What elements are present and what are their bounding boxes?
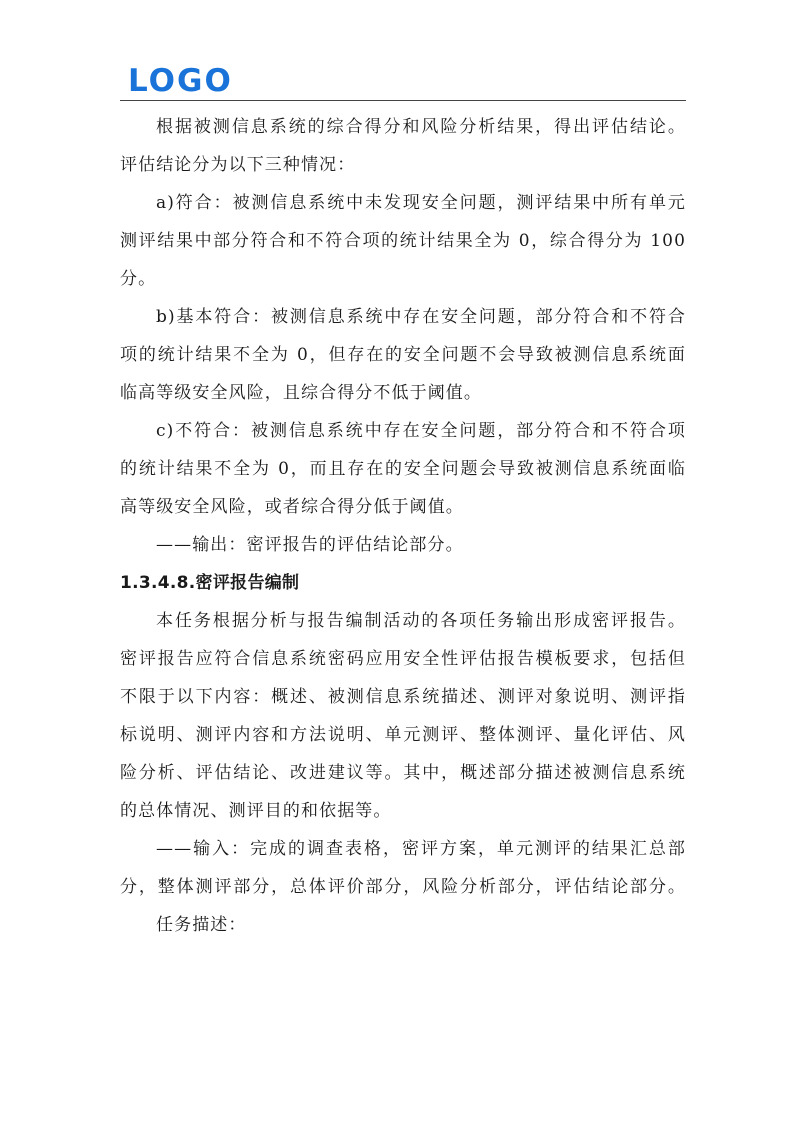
text-line: ——输入：完成的调查表格，密评方案，单元测评的结果汇总部 [156, 839, 686, 859]
text-line: 标说明、测评内容和方法说明、单元测评、整体测评、量化评估、风 [120, 725, 686, 745]
text-line: 不限于以下内容：概述、被测信息系统描述、测评对象说明、测评指 [120, 687, 686, 707]
text-line: 分，整体测评部分，总体评价部分，风险分析部分，评估结论部分。 [120, 877, 686, 897]
text-line: 项的统计结果不全为 0，但存在的安全问题不会导致被测信息系统面 [120, 345, 686, 365]
text-line: 评估结论分为以下三种情况： [120, 155, 356, 175]
document-body [120, 108, 686, 944]
text-line: 临高等级安全风险，且综合得分不低于阈值。 [120, 383, 482, 403]
section-heading: 1.3.4.8.密评报告编制 [120, 573, 300, 593]
text-line: 本任务根据分析与报告编制活动的各项任务输出形成密评报告。 [156, 611, 686, 631]
header-rule [120, 100, 686, 101]
text-line: 根据被测信息系统的综合得分和风险分析结果，得出评估结论。 [156, 117, 686, 137]
text-line: 测评结果中部分符合和不符合项的统计结果全为 0，综合得分为 100 [120, 231, 686, 251]
text-line: a)符合：被测信息系统中未发现安全问题，测评结果中所有单元 [156, 193, 686, 213]
text-line: b)基本符合：被测信息系统中存在安全问题，部分符合和不符合 [156, 307, 686, 327]
text-line: 任务描述： [156, 915, 247, 935]
text-line: 分。 [120, 269, 157, 289]
text-line: 的统计结果不全为 0，而且存在的安全问题会导致被测信息系统面临 [120, 459, 686, 479]
text-line: 密评报告应符合信息系统密码应用安全性评估报告模板要求，包括但 [120, 649, 686, 669]
text-line: 险分析、评估结论、改进建议等。其中，概述部分描述被测信息系统 [120, 763, 686, 783]
text-line: c)不符合：被测信息系统中存在安全问题，部分符合和不符合项 [156, 421, 686, 441]
text-line: 高等级安全风险，或者综合得分低于阈值。 [120, 497, 464, 517]
logo: LOGO [128, 63, 233, 99]
text-line: ——输出：密评报告的评估结论部分。 [156, 535, 464, 555]
text-line: 的总体情况、测评目的和依据等。 [120, 801, 392, 821]
